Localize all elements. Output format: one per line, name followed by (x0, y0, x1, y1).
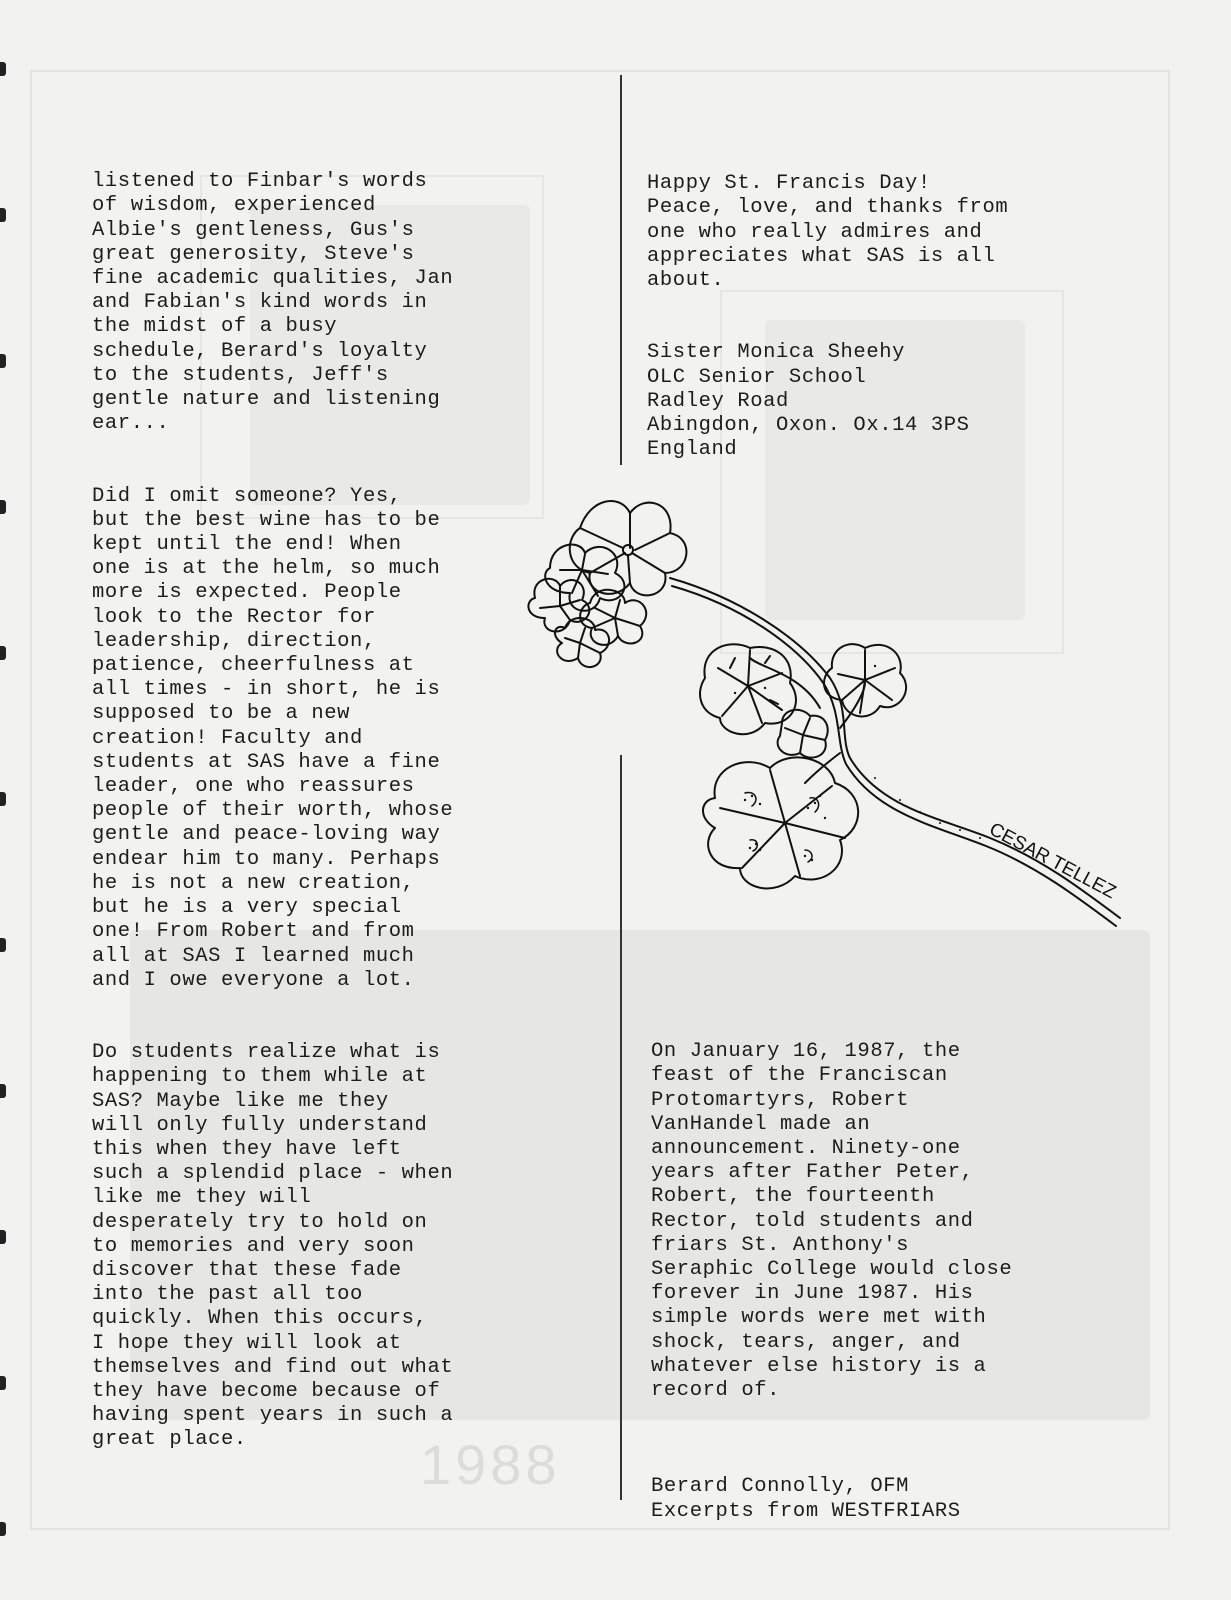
binder-hole (0, 792, 6, 806)
column-divider-top (620, 75, 622, 465)
binder-hole (0, 938, 6, 952)
leaf-large (703, 757, 858, 888)
geranium-illustration (520, 478, 1160, 978)
binder-hole (0, 1522, 6, 1536)
paragraph-rector: Did I omit someone? Yes, but the best wine has to be kept until the end! When one is at the helm, so much more is expected. People look to the Rector for leadership, direction, patience, cheerfulness at all times - in short, he is supposed to be a new creation! Faculty and students at SAS have a fine leader, one who reassures people of their worth, whose gentle and peace-loving way endear him to many. Perhaps he is not a new creation, but he is a very special one! From Robert and from all at SAS I learned much and I owe everyone a lot. (92, 484, 454, 992)
stipple-texture (734, 665, 981, 861)
binder-hole (0, 208, 6, 222)
artist-signature: CESAR TELLEZ (985, 818, 1120, 904)
author-byline: Berard Connolly, OFM Excerpts from WESTFRIARS (651, 1475, 961, 1523)
greeting-text: Happy St. Francis Day! Peace, love, and thanks from one who really admires and appreciates what SAS is all about. (647, 172, 1009, 293)
binder-hole (0, 1084, 6, 1098)
binder-hole (0, 62, 6, 76)
binder-hole (0, 646, 6, 660)
paragraph-faculty-praise: listened to Finbar's words of wisdom, experienced Albie's gentleness, Gus's great generosity, Steve's fine academic qualities, Jan and Fabian's kind words in the midst of a busy schedule, Berard's loyalty to the students, Jeff's gentle nature and listening ear... (92, 170, 454, 436)
binder-hole (0, 354, 6, 368)
right-column-top (647, 148, 1097, 511)
right-column-bottom (651, 1016, 1101, 1572)
paragraph-students: Do students realize what is happening to them while at SAS? Maybe like me they will only fully understand this when they have left such a splendid place - when like me they will desperately try to hold on to memories and very soon discover that these fade into the past all too quickly. When this occurs, I hope they will look at themselves and find out what they have become because of having spent years in such a great place. (92, 1041, 454, 1452)
leaf-upper-right (824, 644, 906, 716)
binder-hole (0, 500, 6, 514)
binder-hole (0, 1376, 6, 1390)
binder-hole (0, 1230, 6, 1244)
closure-announcement: On January 16, 1987, the feast of the Franciscan Protomartyrs, Robert VanHandel made an announcement. Ninety-one years after Father Peter, Robert, the fourteenth Rector, told students and friars St. Anthony's Seraphic College would close forever in June 1987. His simple words were met with shock, tears, anger, and whatever else history is a record of. (651, 1040, 1013, 1403)
left-column (92, 146, 522, 1501)
bleed-through-year: 1988 (420, 1433, 561, 1496)
sender-address: Sister Monica Sheehy OLC Senior School Radley Road Abingdon, Oxon. Ox.14 3PS England (647, 341, 970, 462)
flower-cluster (528, 501, 686, 667)
leaf-small (778, 710, 828, 758)
stem-outline (672, 586, 1116, 926)
